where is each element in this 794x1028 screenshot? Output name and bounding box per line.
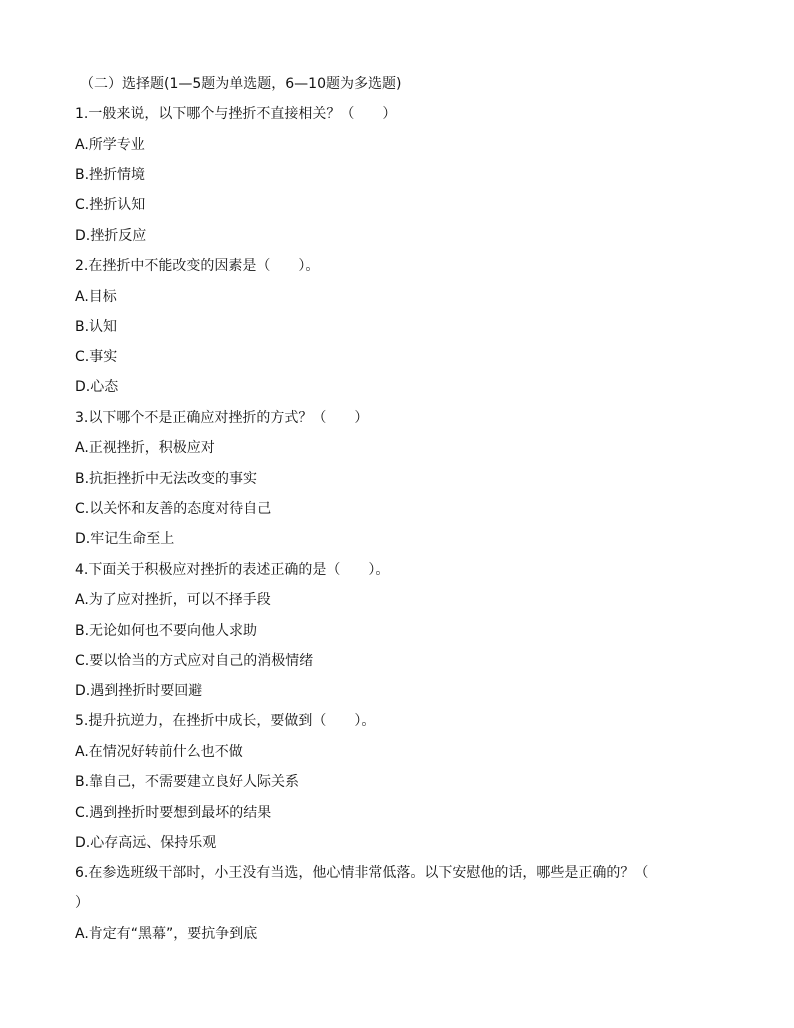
option-c: C.挫折认知 [75,197,146,213]
option-b: B.挫折情境 [75,167,146,183]
question-stem: 4.下面关于积极应对挫折的表述正确的是（ ）。 [75,562,390,578]
option-b: B.认知 [75,319,118,335]
option-a: A.目标 [75,289,117,305]
option-c: C.事实 [75,349,118,365]
question-stem-continuation: ） [75,895,89,911]
option-d: D.遇到挫折时要回避 [75,683,203,699]
section-title: （二）选择题(1—5题为单选题，6—10题为多选题) [80,76,402,92]
question-stem: 3.以下哪个不是正确应对挫折的方式？（ ） [75,410,369,426]
option-b: B.无论如何也不要向他人求助 [75,623,258,639]
question-stem: 2.在挫折中不能改变的因素是（ ）。 [75,258,320,274]
question-stem: 1.一般来说，以下哪个与挫折不直接相关？（ ） [75,106,397,122]
option-b: B.抗拒挫折中无法改变的事实 [75,471,258,487]
option-d: D.牢记生命至上 [75,531,175,547]
option-a: A.在情况好转前什么也不做 [75,744,243,760]
option-c: C.以关怀和友善的态度对待自己 [75,501,272,517]
option-d: D.挫折反应 [75,228,147,244]
question-stem: 6.在参选班级干部时，小王没有当选，他心情非常低落。以下安慰他的话，哪些是正确的？（ [75,865,649,881]
option-a: A.所学专业 [75,137,145,153]
option-c: C.要以恰当的方式应对自己的消极情绪 [75,653,314,669]
option-d: D.心态 [75,379,119,395]
option-d: D.心存高远、保持乐观 [75,835,217,851]
question-stem: 5.提升抗逆力，在挫折中成长，要做到（ ）。 [75,713,376,729]
option-a: A.肯定有“黑幕”，要抗争到底 [75,926,258,942]
option-b: B.靠自己，不需要建立良好人际关系 [75,774,300,790]
option-a: A.正视挫折，积极应对 [75,440,215,456]
option-c: C.遇到挫折时要想到最坏的结果 [75,805,272,821]
option-a: A.为了应对挫折，可以不择手段 [75,592,271,608]
